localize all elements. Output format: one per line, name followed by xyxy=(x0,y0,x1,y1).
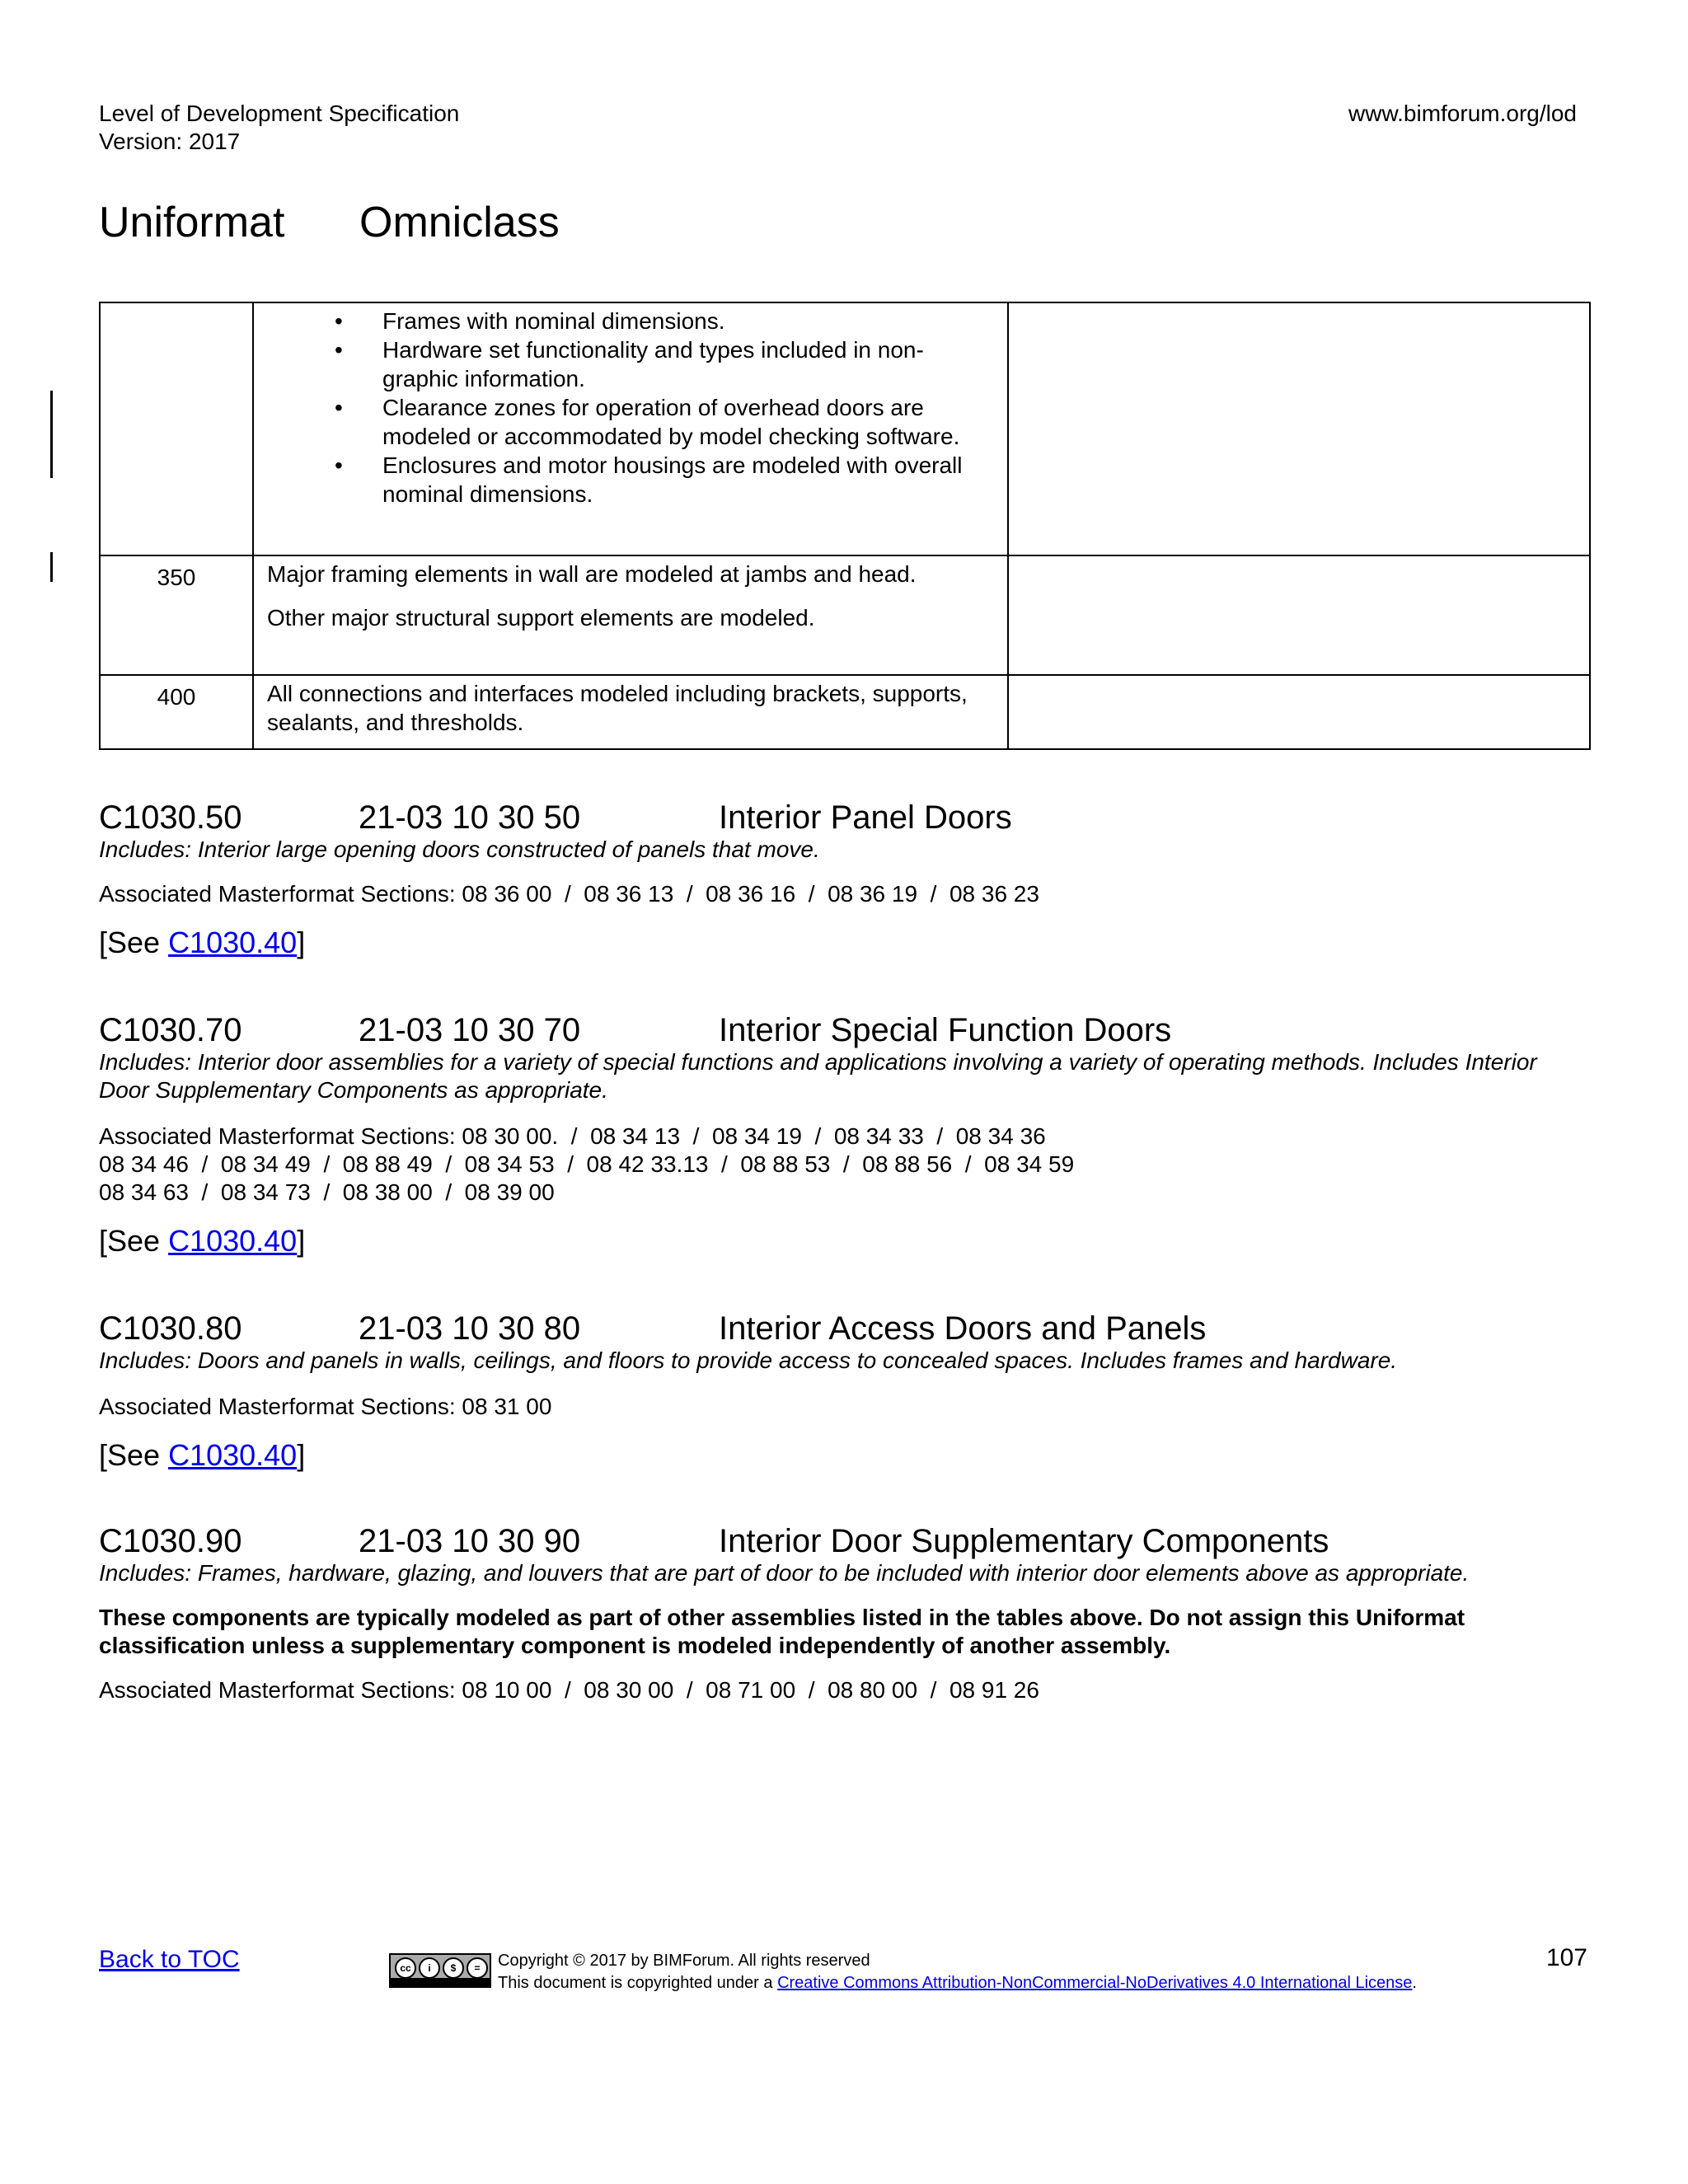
lod-level: 350 xyxy=(100,555,253,675)
see-prefix: [See xyxy=(99,1224,169,1258)
see-reference xyxy=(99,1223,305,1259)
masterformat-sections: Associated Masterformat Sections: 08 10 00 / 08 30 00 / 08 71 00 / 08 80 00 / 08 91 26 xyxy=(99,1677,1039,1703)
cc-icon: cc xyxy=(395,1957,416,1979)
header-url: www.bimforum.org/lod xyxy=(1348,101,1577,126)
see-suffix: ] xyxy=(297,1438,306,1472)
noderivatives-icon: = xyxy=(467,1957,488,1979)
page-number: 107 xyxy=(1545,1944,1587,1971)
lod-table xyxy=(99,302,1591,750)
table-row xyxy=(100,555,1590,675)
list-item: • Hardware set functionality and types included in non-graphic information. xyxy=(382,335,994,393)
c1030-40-link[interactable]: C1030.40 xyxy=(168,926,298,959)
cc-strip xyxy=(391,1978,490,1986)
revision-bar xyxy=(50,391,53,478)
lod-cell xyxy=(100,302,253,555)
omniclass-code: 21-03 10 30 50 xyxy=(359,799,581,836)
includes-text: Includes: Doors and panels in walls, ceilings, and floors to provide access to concealed spaces. Includes frames and hardware. xyxy=(99,1347,1398,1373)
spec-title: Level of Development Specification xyxy=(99,101,460,126)
see-reference xyxy=(99,925,305,961)
notes-cell xyxy=(1008,675,1590,749)
omniclass-code: 21-03 10 30 80 xyxy=(359,1310,581,1347)
uniformat-code: C1030.50 xyxy=(99,799,242,836)
masterformat-sections: Associated Masterformat Sections: 08 31 00 xyxy=(99,1394,552,1419)
copyright-text: Copyright © 2017 by BIMForum. All rights reserved xyxy=(498,1952,870,1970)
section-title: Interior Access Doors and Panels xyxy=(719,1310,1207,1347)
includes-text: Includes: Interior large opening doors constructed of panels that move. xyxy=(99,837,820,862)
uniformat-code: C1030.80 xyxy=(99,1310,242,1347)
license-link[interactable]: Creative Commons Attribution-NonCommercial-NoDerivatives 4.0 International License xyxy=(777,1974,1413,1992)
list-item: • Enclosures and motor housings are modeled with overall nominal dimensions. xyxy=(382,451,994,509)
classification-note: These components are typically modeled as part of other assemblies listed in the tables above. Do not assign this Uniformat classification unless a supplementary component is modeled independently of another assembly. xyxy=(99,1605,1465,1658)
noncommercial-icon: $ xyxy=(443,1957,464,1979)
revision-bar xyxy=(50,552,53,582)
section-heading xyxy=(99,1309,1591,1348)
section-heading xyxy=(99,1010,1591,1050)
see-prefix: [See xyxy=(99,1438,169,1472)
see-reference xyxy=(99,1437,305,1474)
license-prefix: This document is copyrighted under a xyxy=(498,1974,778,1992)
list-item: • Clearance zones for operation of overhead doors are modeled or accommodated by model checking software. xyxy=(382,393,994,451)
license-text xyxy=(498,1973,1417,1993)
section-title: Interior Special Function Doors xyxy=(719,1012,1172,1048)
section-heading xyxy=(99,1521,1591,1561)
lod-level: 400 xyxy=(100,675,253,749)
uniformat-code: C1030.70 xyxy=(99,1012,242,1048)
omniclass-code: 21-03 10 30 90 xyxy=(359,1523,581,1559)
uniformat-heading: Uniformat xyxy=(99,199,285,246)
table-row xyxy=(100,302,1590,555)
spec-version: Version: 2017 xyxy=(99,129,241,154)
section-title: Interior Door Supplementary Components xyxy=(719,1523,1329,1559)
cell-text: Other major structural support elements are modeled. xyxy=(267,605,815,630)
uniformat-code: C1030.90 xyxy=(99,1523,242,1559)
omniclass-heading: Omniclass xyxy=(359,199,560,246)
description-cell xyxy=(253,302,1008,555)
list-item: • Frames with nominal dimensions. xyxy=(382,307,994,335)
description-cell xyxy=(253,555,1008,675)
cell-text: All connections and interfaces modeled including brackets, supports, sealants, and thresholds. xyxy=(267,681,968,735)
c1030-40-link[interactable]: C1030.40 xyxy=(168,1438,298,1472)
includes-text: Includes: Frames, hardware, glazing, and louvers that are part of door to be included with interior door elements above as appropriate. xyxy=(99,1560,1470,1586)
description-cell xyxy=(253,675,1008,749)
cell-text: Major framing elements in wall are modeled at jambs and head. xyxy=(267,561,917,587)
section-heading xyxy=(99,798,1591,837)
see-suffix: ] xyxy=(297,1224,306,1258)
bullet-list xyxy=(267,307,994,509)
table-row xyxy=(100,675,1590,749)
includes-text: Includes: Interior door assemblies for a variety of special functions and applications involving a variety of operating methods. Includes Interior Door Supplementary Components as appropriate. xyxy=(99,1049,1537,1103)
back-to-toc-link[interactable]: Back to TOC xyxy=(99,1946,240,1973)
see-prefix: [See xyxy=(99,926,169,959)
attribution-icon: i xyxy=(419,1957,440,1979)
section-title: Interior Panel Doors xyxy=(719,799,1012,836)
license-suffix: . xyxy=(1412,1974,1417,1992)
notes-cell xyxy=(1008,555,1590,675)
omniclass-code: 21-03 10 30 70 xyxy=(359,1012,581,1048)
masterformat-sections: Associated Masterformat Sections: 08 30 00. / 08 34 13 / 08 34 19 / 08 34 33 / 08 34 36 08 34 46 / 08 34 49 / 08 88 49 / 08 34 53 / 08 42 33.13 / 08 88 53 / 08 88 56 / 08 34 59 08 34 63 / 08 34 73 / 08 38 00 / 08 39 00 xyxy=(99,1123,1075,1205)
masterformat-sections: Associated Masterformat Sections: 08 36 00 / 08 36 13 / 08 36 16 / 08 36 19 / 08 36 23 xyxy=(99,881,1039,907)
c1030-40-link[interactable]: C1030.40 xyxy=(168,1224,298,1258)
notes-cell xyxy=(1008,302,1590,555)
creative-commons-icon xyxy=(389,1953,491,1988)
see-suffix: ] xyxy=(297,926,306,959)
